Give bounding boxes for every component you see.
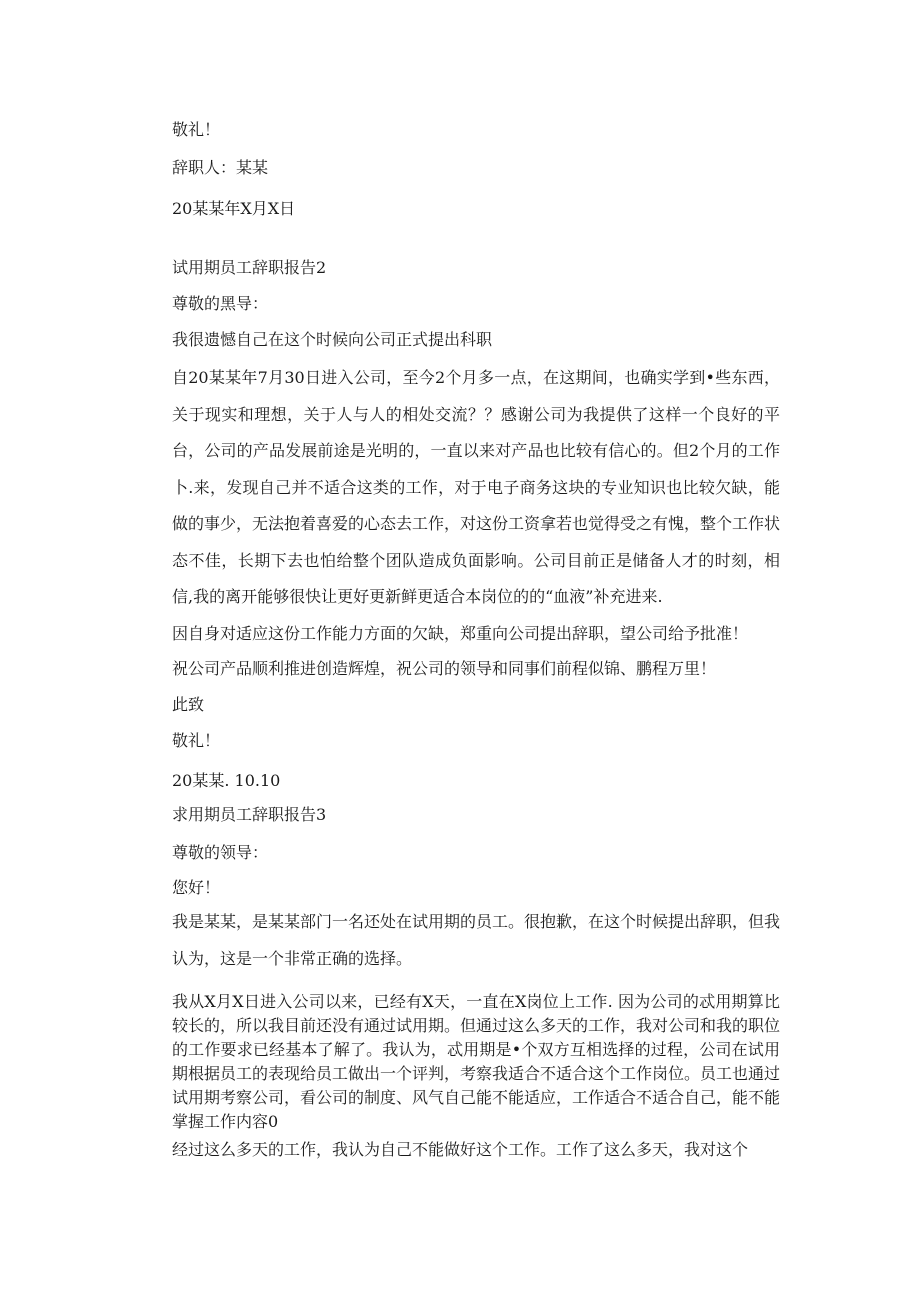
letter3-intro-paragraph: 我是某某，是某某部门一名还处在试用期的员工。很抱歉，在这个时候提出辞职，但我认为，这是一个非常正确的选择。	[172, 912, 781, 968]
letter2-request: 因自身对适应这份工作能力方面的欠缺，郑重向公司提出辞职，望公司给予批准！	[172, 624, 749, 643]
letter3-salutation: 尊敬的领导：	[172, 843, 269, 862]
letter2-title: 试用期员工辞职报告2	[172, 258, 327, 277]
letter3-greeting: 您好！	[172, 878, 221, 897]
letter2-regards: 此致	[172, 695, 205, 714]
letter2-opening: 我很遗憾自己在这个时候向公司正式提出科职	[172, 330, 493, 349]
letter2-wishes: 祝公司产品顺利推进创造辉煌，祝公司的领导和同事们前程似锦、鹏程万里！	[172, 659, 717, 678]
letter2-closing: 敬礼！	[172, 731, 221, 750]
letter3-title: 求用期员工辞职报告3	[172, 805, 327, 824]
letter1-signer: 辞职人：某某	[172, 158, 269, 177]
letter3-body-paragraph: 我从X月X日进入公司以来，已经有X天，一直在X岗位上工作. 因为公司的忒用期算比较长的，所以我目前还没有通过试用期。但通过这么多天的工作，我对公司和我的职位的工作要求已经基本了解了。我认为，忒用期是•个双方互相选择的过程，公司在试用期根据员工的表现给员工做出一个评判，考察我适合不适合这个工作岗位。员工也通过试用期考察公司，看公司的制度、风气自己能不能适应，工作适合不适合自己，能不能掌握工作内容0	[172, 992, 781, 1131]
letter1-closing: 敬礼！	[172, 120, 221, 139]
letter3-last-line: 经过这么多天的工作，我认为自己不能做好这个工作。工作了这么多天，我对这个	[172, 1140, 749, 1159]
letter2-date: 20某某. 10.10	[172, 771, 281, 790]
letter2-salutation: 尊敬的黑导：	[172, 294, 269, 313]
letter2-body-paragraph: 自20某某年7月30日进入公司，至今2个月多一点，在这期间，也确实学到•些东西，关于现实和理想，关于人与人的相处交流？？感谢公司为我提供了这样一个良好的平台，公司的产品发展前途是光明的，一直以来对产品也比较有信心的。但2个月的工作卜.来，发现自己并不适合这类的工作，对于电子商务这块的专业知识也比较欠缺，能做的事少，无法抱着喜爱的心态去工作，对这份工资拿若也觉得受之有愧，整个工作状态不佳，长期下去也怕给整个团队造成负面影响。公司目前正是储备人才的时刻，相信,我的离开能够很快让更好更新鲜更适合本岗位的的“血液”补充进来.	[172, 368, 781, 606]
letter1-date: 20某某年X月X日	[172, 199, 296, 218]
